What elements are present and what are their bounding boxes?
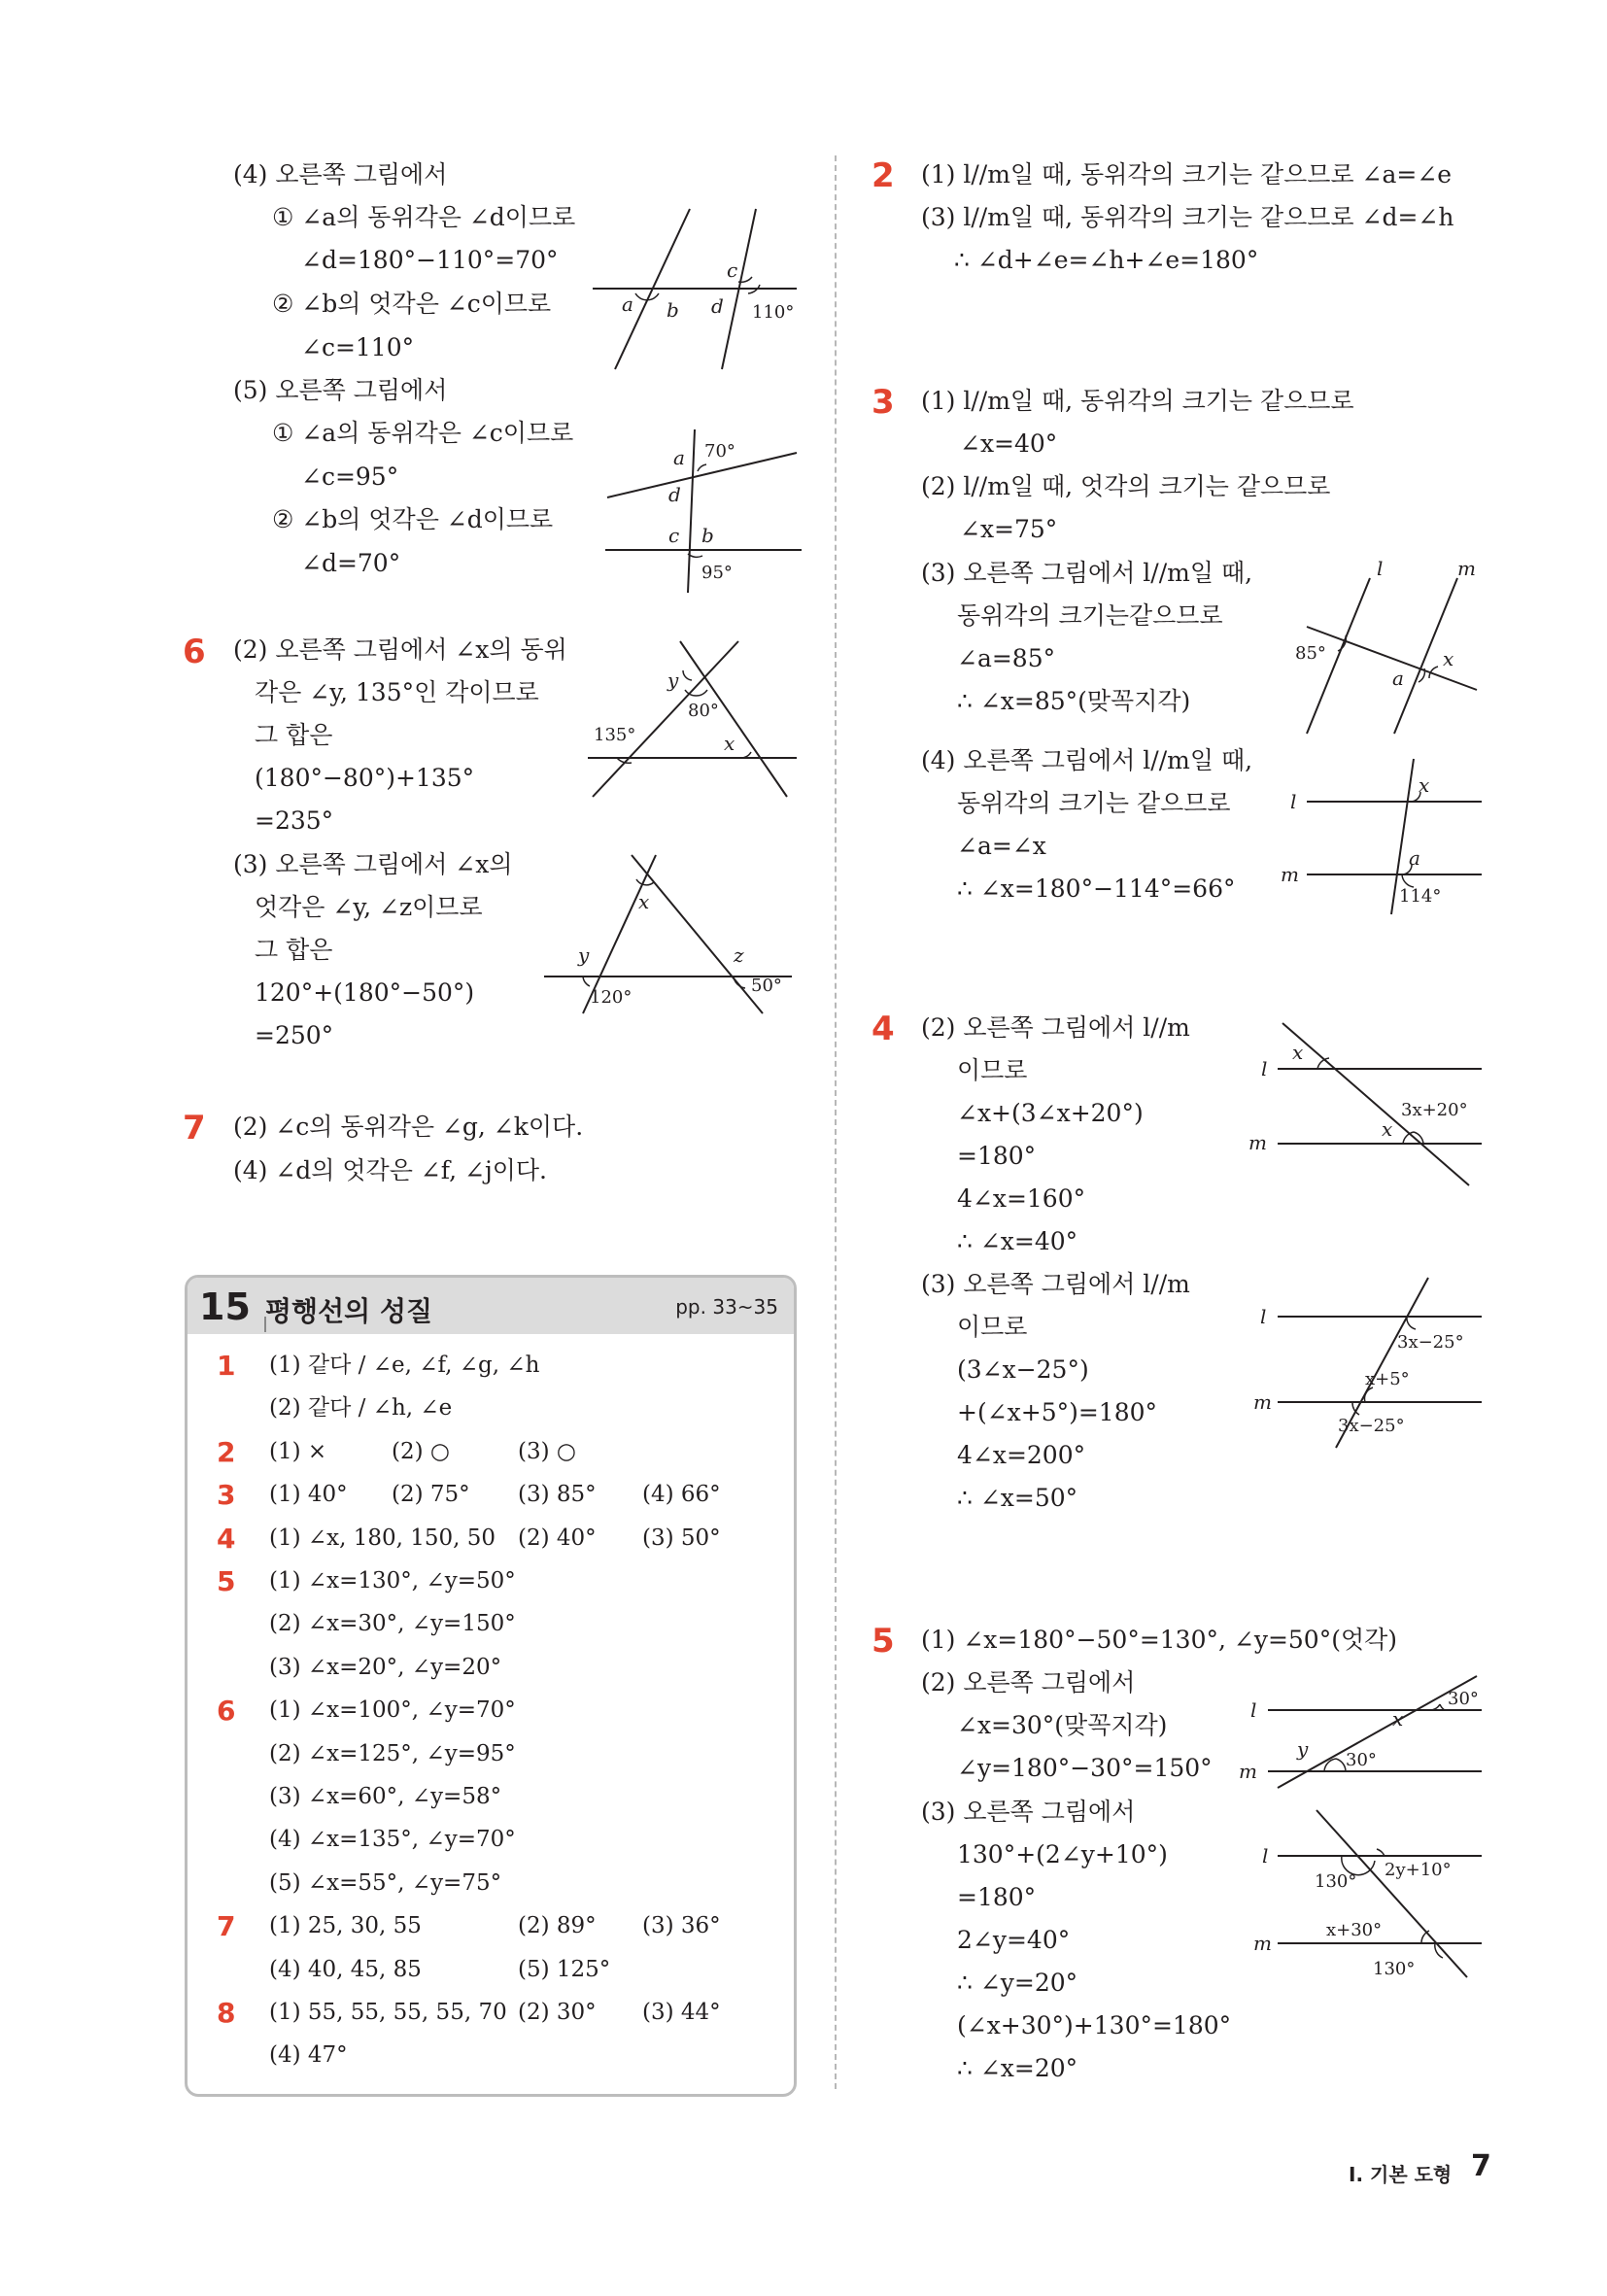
fig-label: d bbox=[668, 483, 681, 506]
section-title: 평행선의 성질 bbox=[265, 1295, 433, 1327]
q3-c-line: ∠a=85° bbox=[957, 644, 1056, 672]
p4-line1: ① ∠a의 동위각은 ∠d이므로 bbox=[272, 203, 576, 231]
answer-cell: (2) ∠x=125°, ∠y=95° bbox=[269, 1740, 516, 1766]
fig-label: 114° bbox=[1399, 886, 1442, 907]
fig-label: 3x−25° bbox=[1397, 1332, 1464, 1353]
answer-row-number: 7 bbox=[217, 1910, 236, 1943]
figure-q5-2 bbox=[1248, 1802, 1487, 1982]
fig-label: b bbox=[667, 298, 679, 322]
answer-cell: (1) 같다 / ∠e, ∠f, ∠g, ∠h bbox=[269, 1353, 540, 1378]
answer-row-number: 5 bbox=[217, 1565, 236, 1597]
fig-label: x bbox=[1443, 647, 1454, 670]
answer-cell: (5) ∠x=55°, ∠y=75° bbox=[269, 1869, 502, 1896]
question-3-number: 3 bbox=[872, 383, 895, 422]
q6-b-line: 120°+(180°−50°) bbox=[255, 978, 475, 1007]
q3-d-line: ∴ ∠x=180°−114°=66° bbox=[957, 874, 1236, 903]
fig-label: 3x+20° bbox=[1401, 1100, 1468, 1120]
q7-line1: (2) ∠c의 동위각은 ∠g, ∠k이다. bbox=[233, 1113, 584, 1141]
q3-line: ∠x=40° bbox=[960, 429, 1058, 458]
q5-b-line: ∴ ∠y=20° bbox=[957, 1969, 1078, 1997]
q4-a-line: 이므로 bbox=[957, 1056, 1028, 1084]
page-range: pp. 33~35 bbox=[675, 1295, 778, 1319]
fig-label: a bbox=[622, 292, 633, 316]
answer-cell: (2) 40° bbox=[518, 1525, 597, 1551]
q6-b-line: (3) 오른쪽 그림에서 ∠x의 bbox=[233, 850, 513, 878]
p5-line2: ∠c=95° bbox=[301, 463, 399, 491]
answer-cell: (2) ○ bbox=[392, 1438, 450, 1464]
q4-b-line: (3) 오른쪽 그림에서 l//m bbox=[921, 1270, 1190, 1298]
fig-label: a bbox=[673, 446, 685, 469]
answer-cell: (3) ∠x=60°, ∠y=58° bbox=[269, 1784, 502, 1809]
fig-label: 135° bbox=[594, 725, 636, 745]
q3-c-line: (3) 오른쪽 그림에서 l//m일 때, bbox=[921, 559, 1253, 587]
answer-cell: (2) 89° bbox=[518, 1913, 597, 1939]
answer-cell: (1) × bbox=[269, 1438, 327, 1464]
fig-label: x bbox=[1419, 773, 1430, 797]
q6-a-line: 그 합은 bbox=[255, 721, 333, 749]
fig-label: 130° bbox=[1315, 1871, 1357, 1892]
fig-label: y bbox=[1297, 1737, 1309, 1761]
figure-q6-2 bbox=[539, 850, 802, 1020]
section-footer: I. 기본 도형 bbox=[1349, 2163, 1453, 2186]
q5-b-line: (∠x+30°)+130°=180° bbox=[957, 2011, 1232, 2039]
p4-line3: ② ∠b의 엇각은 ∠c이므로 bbox=[272, 290, 552, 318]
fig-label: c bbox=[668, 524, 680, 547]
q6-a-line: (2) 오른쪽 그림에서 ∠x의 동위 bbox=[233, 635, 567, 664]
q4-a-line: ∴ ∠x=40° bbox=[957, 1227, 1078, 1255]
fig-label: 70° bbox=[704, 441, 735, 462]
answer-box-header bbox=[188, 1278, 794, 1334]
answer-cell: (5) 125° bbox=[518, 1956, 611, 1982]
q5-b-line: 2∠y=40° bbox=[957, 1926, 1071, 1954]
q5-a-line: ∠y=180°−30°=150° bbox=[957, 1754, 1213, 1782]
fig-label: x bbox=[1392, 1707, 1404, 1731]
answer-cell: (3) 44° bbox=[642, 2000, 721, 2025]
figure-q6-1 bbox=[578, 632, 802, 802]
fig-label: x bbox=[724, 732, 735, 755]
q2-line3: ∴ ∠d+∠e=∠h+∠e=180° bbox=[954, 246, 1259, 274]
q5-line1: (1) ∠x=180°−50°=130°, ∠y=50°(엇각) bbox=[921, 1626, 1398, 1654]
fig-label: 95° bbox=[701, 563, 733, 583]
q5-b-line: 130°+(2∠y+10°) bbox=[957, 1840, 1168, 1868]
q3-d-line: ∠a=∠x bbox=[957, 832, 1046, 860]
fig-label: d bbox=[711, 294, 724, 318]
fig-label: 50° bbox=[751, 976, 782, 996]
fig-label: l bbox=[1261, 1057, 1268, 1080]
fig-label: a bbox=[1409, 846, 1420, 870]
q2-line2: (3) l//m일 때, 동위각의 크기는 같으므로 ∠d=∠h bbox=[921, 203, 1454, 231]
fig-label: 110° bbox=[752, 302, 795, 323]
answer-cell: (2) 같다 / ∠h, ∠e bbox=[269, 1395, 453, 1422]
q7-line2: (4) ∠d의 엇각은 ∠f, ∠j이다. bbox=[233, 1156, 547, 1184]
fig-label: 30° bbox=[1448, 1689, 1479, 1709]
q5-a-line: ∠x=30°(맞꼭지각) bbox=[957, 1711, 1168, 1739]
figure-q4-2 bbox=[1248, 1273, 1487, 1453]
figure-p5 bbox=[598, 428, 806, 602]
fig-label: l bbox=[1250, 1698, 1257, 1722]
question-5-number: 5 bbox=[872, 1622, 895, 1661]
q6-a-line: (180°−80°)+135° bbox=[255, 764, 475, 792]
q6-a-line: =235° bbox=[255, 806, 334, 835]
page-number: 7 bbox=[1471, 2149, 1491, 2183]
answer-cell: (4) 47° bbox=[269, 2042, 348, 2069]
fig-label: 3x−25° bbox=[1338, 1416, 1405, 1436]
q5-b-line: =180° bbox=[957, 1883, 1037, 1911]
fig-label: 85° bbox=[1295, 643, 1326, 664]
q5-b-line: ∴ ∠x=20° bbox=[957, 2054, 1078, 2082]
q4-b-line: 4∠x=200° bbox=[957, 1441, 1086, 1469]
fig-label: l bbox=[1262, 1844, 1269, 1868]
fig-label: l bbox=[1377, 557, 1384, 580]
answer-row-number: 1 bbox=[217, 1350, 236, 1382]
answer-box bbox=[185, 1275, 797, 2097]
answer-cell: (3) ∠x=20°, ∠y=20° bbox=[269, 1654, 502, 1680]
question-6-number: 6 bbox=[183, 633, 206, 671]
answer-cell: (2) 75° bbox=[392, 1482, 470, 1508]
answer-cell: (3) 85° bbox=[518, 1482, 597, 1508]
fig-label: m bbox=[1253, 1390, 1272, 1414]
q4-b-line: ∴ ∠x=50° bbox=[957, 1484, 1078, 1512]
fig-label: a bbox=[1392, 667, 1404, 690]
fig-label: x+5° bbox=[1365, 1369, 1410, 1389]
p4-line2: ∠d=180°−110°=70° bbox=[301, 246, 559, 274]
p5-line1: ① ∠a의 동위각은 ∠c이므로 bbox=[272, 419, 574, 447]
fig-label: 30° bbox=[1346, 1750, 1377, 1770]
fig-label: l bbox=[1290, 790, 1297, 813]
answer-cell: (4) ∠x=135°, ∠y=70° bbox=[269, 1827, 516, 1853]
q4-a-line: (2) 오른쪽 그림에서 l//m bbox=[921, 1013, 1190, 1042]
fig-label: 80° bbox=[688, 701, 719, 721]
q3-d-line: (4) 오른쪽 그림에서 l//m일 때, bbox=[921, 746, 1253, 774]
answer-cell: (3) 50° bbox=[642, 1525, 721, 1551]
fig-label: b bbox=[701, 524, 714, 547]
answer-cell: (3) ○ bbox=[518, 1438, 576, 1464]
figure-q3-2 bbox=[1273, 753, 1487, 918]
q3-line: (2) l//m일 때, 엇각의 크기는 같으므로 bbox=[921, 472, 1331, 500]
fig-label: y bbox=[578, 943, 590, 967]
q6-a-line: 각은 ∠y, 135°인 각이므로 bbox=[255, 678, 539, 706]
q2-line1: (1) l//m일 때, 동위각의 크기는 같으므로 ∠a=∠e bbox=[921, 160, 1453, 188]
fig-label: m bbox=[1253, 1932, 1272, 1955]
q5-a-line: (2) 오른쪽 그림에서 bbox=[921, 1668, 1136, 1696]
section-number: 15 bbox=[199, 1285, 251, 1328]
answer-cell: (4) 40, 45, 85 bbox=[269, 1956, 422, 1982]
p5-intro: (5) 오른쪽 그림에서 bbox=[233, 376, 448, 404]
answer-row-number: 3 bbox=[217, 1479, 236, 1512]
answer-cell: (1) ∠x=100°, ∠y=70° bbox=[269, 1697, 516, 1724]
answer-row-number: 8 bbox=[217, 1997, 236, 2029]
figure-q4-1 bbox=[1244, 1015, 1487, 1190]
figure-p4 bbox=[583, 199, 806, 374]
q3-d-line: 동위각의 크기는 같으므로 bbox=[957, 789, 1231, 817]
fig-label: x bbox=[1382, 1117, 1393, 1141]
q4-a-line: 4∠x=160° bbox=[957, 1184, 1086, 1213]
answer-cell: (2) 30° bbox=[518, 2000, 597, 2025]
q4-b-line: +(∠x+5°)=180° bbox=[957, 1398, 1158, 1426]
fig-label: 2y+10° bbox=[1385, 1860, 1452, 1880]
answer-cell: (1) ∠x, 180, 150, 50 bbox=[269, 1525, 496, 1551]
fig-label: x bbox=[1292, 1041, 1304, 1064]
fig-label: x+30° bbox=[1326, 1920, 1383, 1940]
fig-label: z bbox=[734, 943, 744, 967]
answer-row-number: 6 bbox=[217, 1695, 236, 1728]
fig-label: m bbox=[1457, 557, 1476, 580]
answer-cell: (1) 40° bbox=[269, 1482, 348, 1508]
column-divider bbox=[835, 155, 837, 2089]
fig-label: y bbox=[667, 668, 679, 692]
answer-cell: (3) 36° bbox=[642, 1913, 721, 1939]
answer-row-number: 4 bbox=[217, 1522, 236, 1555]
q6-b-line: =250° bbox=[255, 1021, 334, 1049]
answer-cell: (1) 25, 30, 55 bbox=[269, 1913, 422, 1939]
question-4-number: 4 bbox=[872, 1010, 895, 1048]
fig-label: m bbox=[1239, 1760, 1257, 1783]
fig-label: m bbox=[1248, 1131, 1267, 1154]
p5-line4: ∠d=70° bbox=[301, 549, 401, 577]
p4-intro: (4) 오른쪽 그림에서 bbox=[233, 160, 448, 188]
answer-row-number: 2 bbox=[217, 1435, 236, 1468]
question-2-number: 2 bbox=[872, 156, 895, 195]
p5-line3: ② ∠b의 엇각은 ∠d이므로 bbox=[272, 505, 554, 533]
q4-b-line: 이므로 bbox=[957, 1313, 1028, 1341]
answer-cell: (1) 55, 55, 55, 55, 70 bbox=[269, 2000, 507, 2025]
fig-label: x bbox=[638, 890, 650, 913]
question-7-number: 7 bbox=[183, 1109, 206, 1148]
answer-cell: (2) ∠x=30°, ∠y=150° bbox=[269, 1611, 516, 1637]
q5-b-line: (3) 오른쪽 그림에서 bbox=[921, 1798, 1136, 1826]
figure-q5-1 bbox=[1239, 1671, 1487, 1802]
q3-c-line: ∴ ∠x=85°(맞꼭지각) bbox=[957, 687, 1191, 715]
fig-label: c bbox=[727, 258, 738, 282]
fig-label: 120° bbox=[590, 987, 633, 1008]
fig-label: l bbox=[1260, 1305, 1267, 1328]
q6-b-line: 엇각은 ∠y, ∠z이므로 bbox=[255, 893, 483, 921]
answer-cell: (4) 66° bbox=[642, 1482, 721, 1508]
q4-b-line: (3∠x−25°) bbox=[957, 1355, 1089, 1384]
q4-a-line: =180° bbox=[957, 1142, 1037, 1170]
q4-a-line: ∠x+(3∠x+20°) bbox=[957, 1099, 1144, 1127]
q6-b-line: 그 합은 bbox=[255, 936, 333, 964]
q3-line: ∠x=75° bbox=[960, 515, 1058, 543]
figure-q3-1 bbox=[1287, 554, 1482, 738]
answer-cell: (1) ∠x=130°, ∠y=50° bbox=[269, 1568, 516, 1593]
q3-line: (1) l//m일 때, 동위각의 크기는 같으므로 bbox=[921, 387, 1354, 415]
p4-line4: ∠c=110° bbox=[301, 333, 415, 361]
q3-c-line: 동위각의 크기는같으므로 bbox=[957, 601, 1223, 630]
fig-label: m bbox=[1281, 863, 1299, 886]
fig-label: 130° bbox=[1373, 1959, 1416, 1979]
